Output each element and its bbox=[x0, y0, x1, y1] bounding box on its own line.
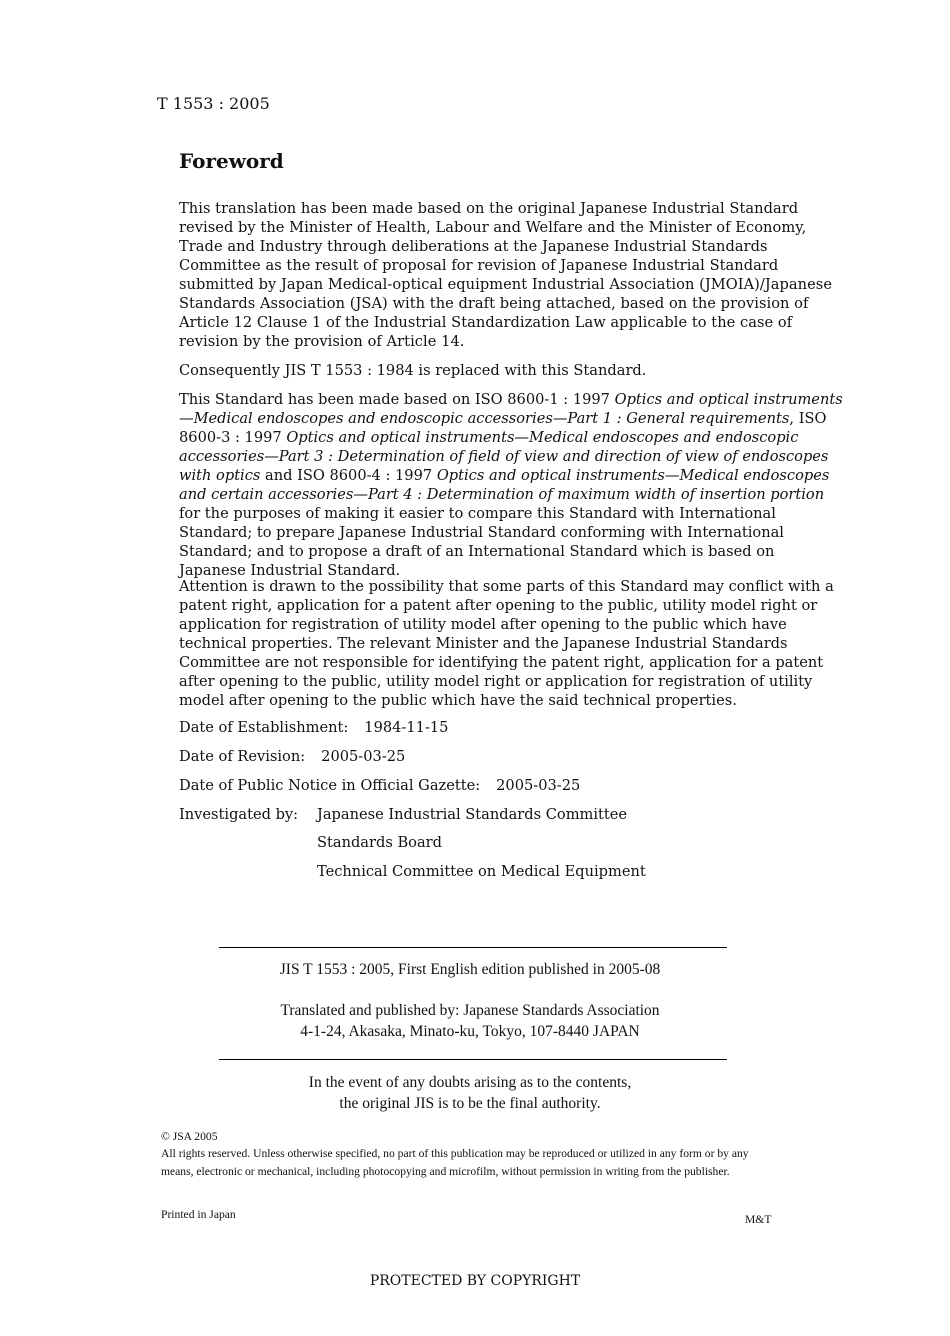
investigator-line: Standards Board bbox=[317, 834, 442, 851]
investigated-label: Investigated by: bbox=[179, 806, 299, 823]
foreword-paragraph-4 bbox=[179, 577, 844, 710]
revision-value: 2005-03-25 bbox=[321, 748, 406, 765]
establishment-date-row bbox=[179, 719, 448, 736]
notice-value: 2005-03-25 bbox=[496, 777, 581, 794]
foreword-paragraph-1 bbox=[179, 199, 844, 351]
document-id: T 1553 : 2005 bbox=[157, 94, 270, 113]
notice-date-row bbox=[179, 777, 580, 794]
establishment-value: 1984-11-15 bbox=[364, 719, 449, 736]
authority-line: In the event of any doubts arising as to the contents, bbox=[308, 1074, 632, 1091]
copyright-footer: PROTECTED BY COPYRIGHT bbox=[369, 1273, 581, 1289]
investigator-line: Japanese Industrial Standards Committee bbox=[317, 806, 628, 823]
publisher-code: M&T bbox=[745, 1213, 772, 1226]
revision-label: Date of Revision: bbox=[179, 748, 306, 765]
revision-date-row bbox=[179, 748, 405, 765]
text-run: for the purposes of making it easier to compare this Standard with International Standard; to prepare Japanese Industrial Standard conforming with International Standard; and to propose a draft of an International Standard which is based on Japanese Industrial Standard. bbox=[179, 505, 784, 579]
paragraph-text: This translation has been made based on the original Japanese Industrial Standard revised by the Minister of Health, Labour and Welfare and the Minister of Economy, Trade and Industry through deliberations at the Japanese Industrial Standards Committee as the result of proposal for revision of Japanese Industrial Standard submitted by Japan Medical-optical equipment Industrial Association (JMOIA)/Japanese Standards Association (JSA) with the draft being attached, based on the provision of Article 12 Clause 1 of the Industrial Standardization Law applicable to the case of revision by the provision of Article 14. bbox=[179, 200, 833, 350]
rights-notice: All rights reserved. Unless otherwise specified, no part of this publication may be reproduced or utilized in any form or by any means, electronic or mechanical, including photocopying and microfilm, without permission in writing from the publisher. bbox=[161, 1147, 749, 1178]
paragraph-text bbox=[179, 390, 844, 580]
edition-line: JIS T 1553 : 2005, First English edition published in 2005-08 bbox=[279, 961, 661, 978]
text-run: and ISO 8600-4 : 1997 bbox=[260, 467, 437, 484]
copyright-notice: © JSA 2005 bbox=[161, 1130, 218, 1143]
iso-title-4: Optics and optical instruments—Medical endoscopes and certain accessories—Part 4 : Determination of maximum width of insertion portion bbox=[179, 467, 830, 503]
printed-in: Printed in Japan bbox=[161, 1208, 236, 1221]
divider bbox=[219, 947, 727, 948]
iso-title-3: Optics and optical instruments—Medical endoscopes and endoscopic accessories—Part 3 : Determination of field of view and direction of view of endoscopes with optics bbox=[179, 429, 829, 484]
publisher-line: Translated and published by: Japanese Standards Association bbox=[280, 1002, 660, 1019]
foreword-paragraph-3 bbox=[179, 390, 844, 580]
notice-label: Date of Public Notice in Official Gazette: bbox=[179, 777, 481, 794]
authority-line: the original JIS is to be the final authority. bbox=[339, 1095, 601, 1112]
paragraph-text: Attention is drawn to the possibility that some parts of this Standard may conflict with a patent right, application for a patent after opening to the public, utility model right or application for registration of utility model after opening to the public which have technical properties. The relevant Minister and the Japanese Industrial Standards Committee are not responsible for identifying the patent right, application for a patent after opening to the public, utility model right or application for registration of utility model after opening to the public which have the said technical properties. bbox=[179, 578, 834, 709]
text-run: , ISO 8600-3 : 1997 bbox=[179, 410, 827, 446]
investigator-line: Technical Committee on Medical Equipment bbox=[317, 863, 646, 880]
foreword-paragraph-2 bbox=[179, 361, 844, 380]
establishment-label: Date of Establishment: bbox=[179, 719, 349, 736]
publisher-address: 4-1-24, Akasaka, Minato-ku, Tokyo, 107-8440 JAPAN bbox=[300, 1023, 640, 1040]
foreword-heading: Foreword bbox=[179, 149, 284, 173]
iso-title-1: Optics and optical instruments—Medical endoscopes and endoscopic accessories—Part 1 : General requirements bbox=[179, 391, 843, 427]
text-run: This Standard has been made based on ISO 8600-1 : 1997 bbox=[179, 391, 615, 408]
paragraph-text: Consequently JIS T 1553 : 1984 is replaced with this Standard. bbox=[179, 362, 647, 379]
divider bbox=[219, 1059, 727, 1060]
